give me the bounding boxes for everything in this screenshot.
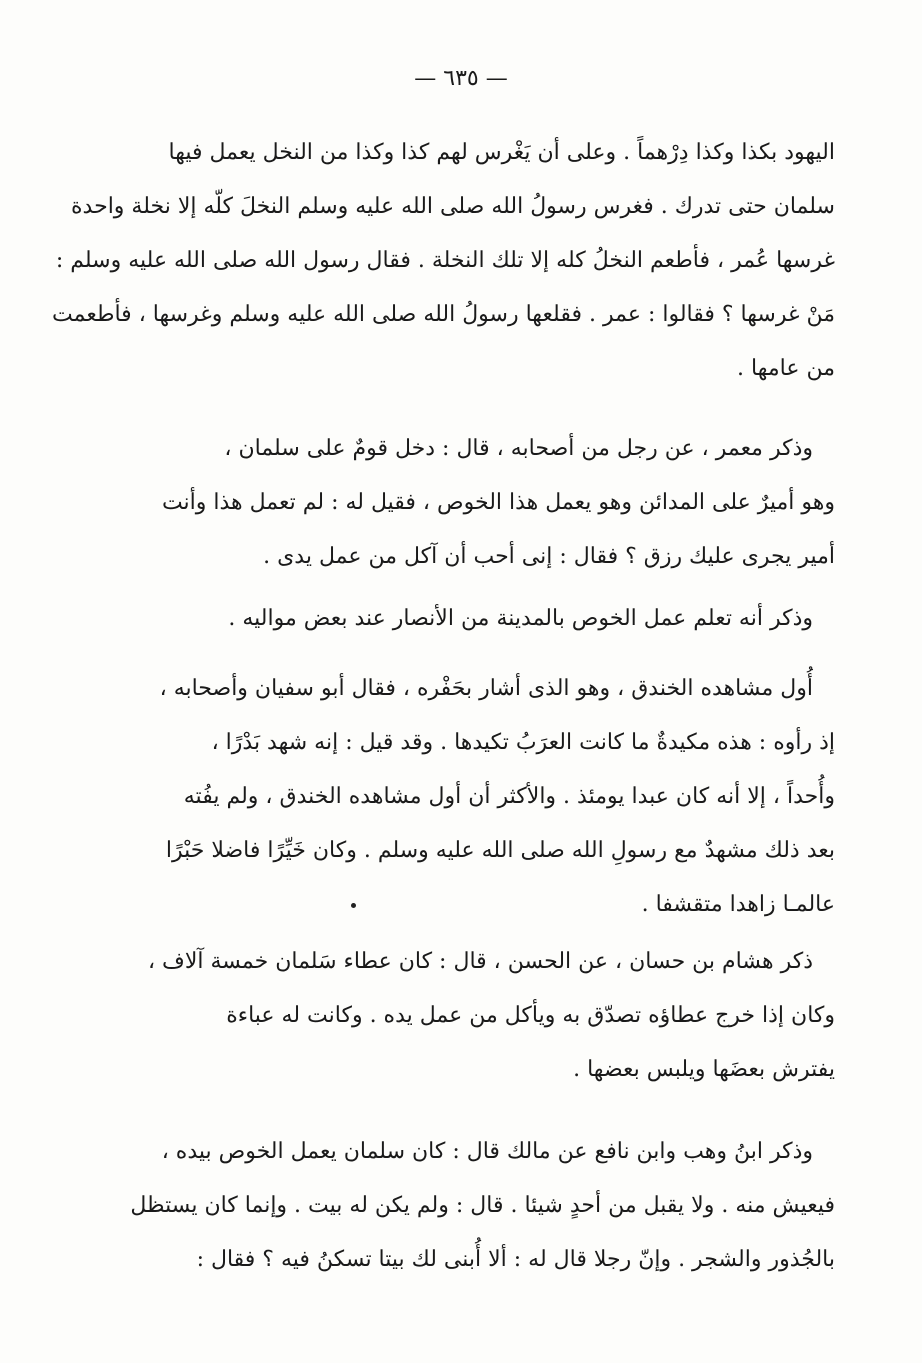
text-line: فيعيش منه . ولا يقبل من أحدٍ شيئا . قال : ولم يكن له بيت . وإنما كان يستظل [130, 1193, 835, 1218]
text-line: وذكر أنه تعلم عمل الخوص بالمدينة من الأنصار عند بعض مواليه . [228, 606, 813, 631]
text-line: وكان إذا خرج عطاؤه تصدّق به ويأكل من عمل يده . وكانت له عباءة [226, 1003, 835, 1028]
text-line: مَنْ غرسها ؟ فقالوا : عمر . فقلعها رسولُ الله صلى الله عليه وسلم وغرسها ، فأطعمت [52, 302, 835, 327]
text-line: عالمـا زاهدا متقشفا . [641, 892, 835, 917]
text-line: اليهود بكذا وكذا دِرْهماً . وعلى أن يَغْرس لهم كذا وكذا من النخل يعمل فيها [168, 140, 835, 165]
paragraph-3 [155, 592, 835, 646]
text-line: يفترش بعضَها ويلبس بعضها . [573, 1057, 835, 1082]
paragraph-4 [155, 662, 835, 932]
text-line: بالجُذور والشجر . وإنّ رجلا قال له : ألا أُبنى لك بيتا تسكنُ فيه ؟ فقال : [196, 1247, 835, 1272]
text-line: وذكر ابنُ وهب وابن نافع عن مالك قال : كان سلمان يعمل الخوص بيده ، [161, 1139, 813, 1164]
text-line: سلمان حتى تدرك . فغرس رسولُ الله صلى الله عليه وسلم النخلَ كلّه إلا نخلة واحدة [71, 194, 835, 219]
text-line: وأُحداً ، إلا أنه كان عبدا يومئذ . والأكثر أن أول مشاهده الخندق ، ولم يفُته [183, 784, 835, 809]
ink-dot [351, 903, 356, 908]
text-line: بعد ذلك مشهدٌ مع رسولِ الله صلى الله عليه وسلم . وكان خَيِّرًا فاضلا حَبْرًا [165, 838, 835, 863]
page-number: — ٦٣٥ — [414, 66, 508, 91]
text-line: من عامها . [737, 356, 835, 381]
text-line: أمير يجرى عليك رزق ؟ فقال : إنى أحب أن آكل من عمل يدى . [263, 544, 835, 569]
text-line: أُول مشاهده الخندق ، وهو الذى أشار بحَفْره ، فقال أبو سفيان وأصحابه ، [159, 676, 813, 701]
paragraph-2 [155, 422, 835, 584]
text-line: إذ رأوه : هذه مكيدةٌ ما كانت العرَبُ تكيدها . وقد قيل : إنه شهد بَدْرًا ، [211, 730, 835, 755]
paragraph-1 [52, 126, 835, 396]
text-line: ذكر هشام بن حسان ، عن الحسن ، قال : كان عطاء سَلمان خمسة آلاف ، [147, 949, 813, 974]
paragraph-6 [130, 1125, 835, 1287]
text-line: غرسها عُمر ، فأطعم النخلُ كله إلا تلك النخلة . فقال رسول الله صلى الله عليه وسلم : [55, 248, 835, 273]
text-line: وهو أميرٌ على المدائن وهو يعمل هذا الخوص ، فقيل له : لم تعمل هذا وأنت [161, 490, 835, 515]
paragraph-5 [147, 935, 835, 1097]
text-line: وذكر معمر ، عن رجل من أصحابه ، قال : دخل قومٌ على سلمان ، [224, 436, 813, 461]
